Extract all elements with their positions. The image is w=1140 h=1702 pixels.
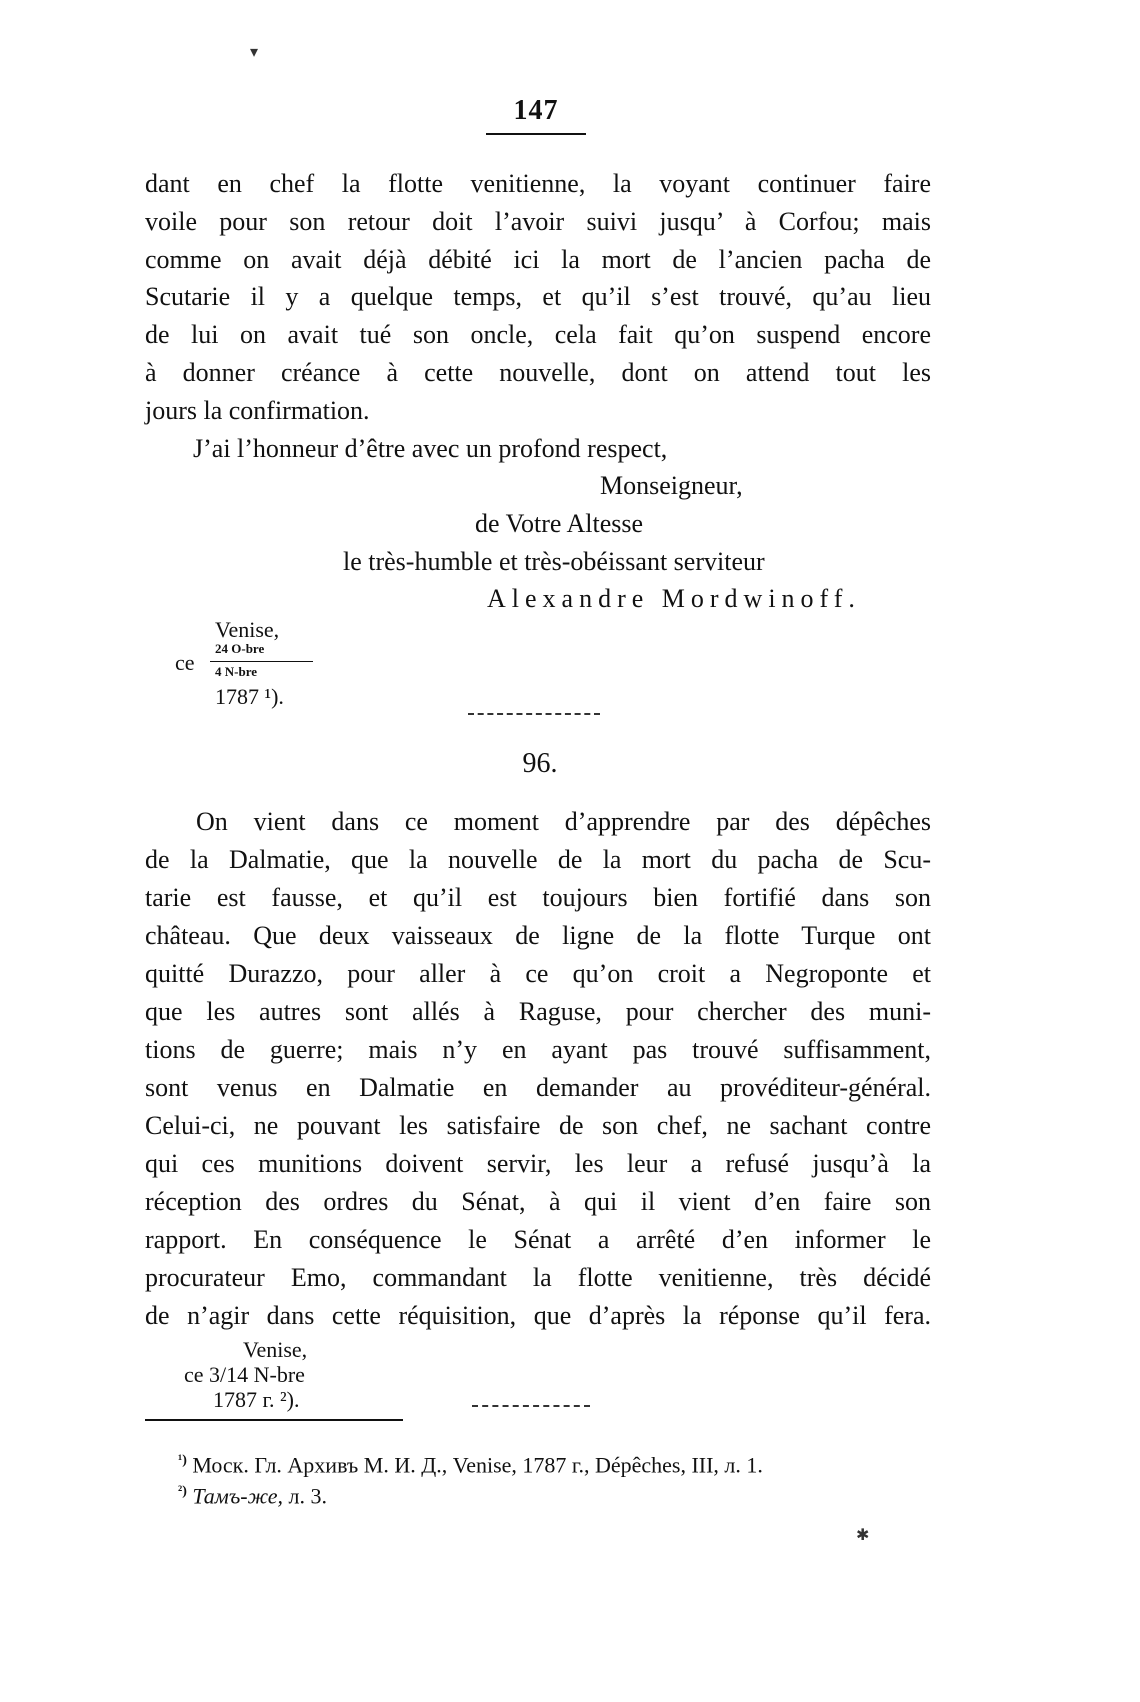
date-numerator: 24 O-bre <box>215 641 265 656</box>
footnote-mark: ²) <box>178 1484 187 1499</box>
section-number: 96. <box>522 748 558 779</box>
text-line: qui ces munitions doivent servir, les leur a refusé jusqu’à la <box>145 1149 931 1178</box>
text-line: dant en chef la flotte venitienne, la voyant continuer faire <box>145 169 931 198</box>
text-line: comme on avait déjà débité ici la mort de l’ancien pacha de <box>145 245 931 274</box>
text-line: procurateur Emo, commandant la flotte venitienne, très décidé <box>145 1263 931 1292</box>
footnote-mark: ¹) <box>178 1453 187 1468</box>
page-number: 147 <box>513 95 559 126</box>
dateline-ce: ce <box>175 650 195 675</box>
text-line: tions de guerre; mais n’y en ayant pas trouvé suffisamment, <box>145 1035 931 1064</box>
footnote-1 <box>178 1448 763 1478</box>
text-line: jours la confirmation. <box>145 396 370 425</box>
fraction-rule <box>210 661 313 662</box>
text-line: Celui-ci, ne pouvant les satisfaire de son chef, ne sachant contre <box>145 1111 931 1140</box>
text-line: On vient dans ce moment d’apprendre par des dépêches <box>196 807 931 836</box>
text-line: tarie est fausse, et qu’il est toujours bien fortifié dans son <box>145 883 931 912</box>
closing-servant: le très-humble et très-obéissant serviteur <box>343 547 765 576</box>
text-line: que les autres sont allés à Raguse, pour chercher des muni- <box>145 997 931 1026</box>
date-denominator: 4 N-bre <box>215 664 258 679</box>
footnote-2 <box>178 1479 327 1509</box>
text-line: quitté Durazzo, pour aller à ce qu’on croit a Negroponte et <box>145 959 931 988</box>
scan-speck: ✱ <box>856 1527 870 1544</box>
footnote-text: л. 3. <box>288 1483 328 1509</box>
signature: Alexandre Mordwinoff. <box>487 584 861 613</box>
text-line: rapport. En conséquence le Sénat a arrêté d’en informer le <box>145 1225 931 1254</box>
text-line: sont venus en Dalmatie en demander au provéditeur-général. <box>145 1073 931 1102</box>
dateline-place: Venise, <box>243 1337 308 1362</box>
page-number-underline <box>486 133 586 135</box>
closing-altesse: de Votre Altesse <box>475 509 644 538</box>
dateline-date: ce 3/14 N-bre <box>184 1362 305 1387</box>
section-separator <box>472 1405 590 1407</box>
closing-salutation: Monseigneur, <box>600 471 743 500</box>
text-line: à donner créance à cette nouvelle, dont on attend tout les <box>145 358 931 387</box>
text-line: Scutarie il y a quelque temps, et qu’il s’est trouvé, qu’au lieu <box>145 282 931 311</box>
text-line: voile pour son retour doit l’avoir suivi jusqu’ à Corfou; mais <box>145 207 931 236</box>
footnote-source-italic: Тамъ-же, <box>192 1483 284 1509</box>
scan-speck: ▾ <box>250 44 259 61</box>
text-line: château. Que deux vaisseaux de ligne de la flotte Turque ont <box>145 921 931 950</box>
dateline-year: 1787 г. ²). <box>213 1387 300 1412</box>
dateline-place: Venise, <box>215 617 280 642</box>
text-line: réception des ordres du Sénat, à qui il vient d’en faire son <box>145 1187 931 1216</box>
footnote-text: Моск. Гл. Архивъ М. И. Д., Venise, 1787 г., Dépêches, III, л. 1. <box>192 1452 763 1478</box>
text-line: de lui on avait tué son oncle, cela fait qu’on suspend encore <box>145 320 931 349</box>
closing-respect: J’ai l’honneur d’être avec un profond respect, <box>193 434 668 463</box>
text-line: de n’agir dans cette réquisition, que d’après la réponse qu’il fera. <box>145 1301 931 1330</box>
footnote-rule <box>145 1419 403 1421</box>
text-line: de la Dalmatie, que la nouvelle de la mort du pacha de Scu- <box>145 845 931 874</box>
dateline-year: 1787 ¹). <box>215 684 284 709</box>
section-separator <box>468 713 600 715</box>
